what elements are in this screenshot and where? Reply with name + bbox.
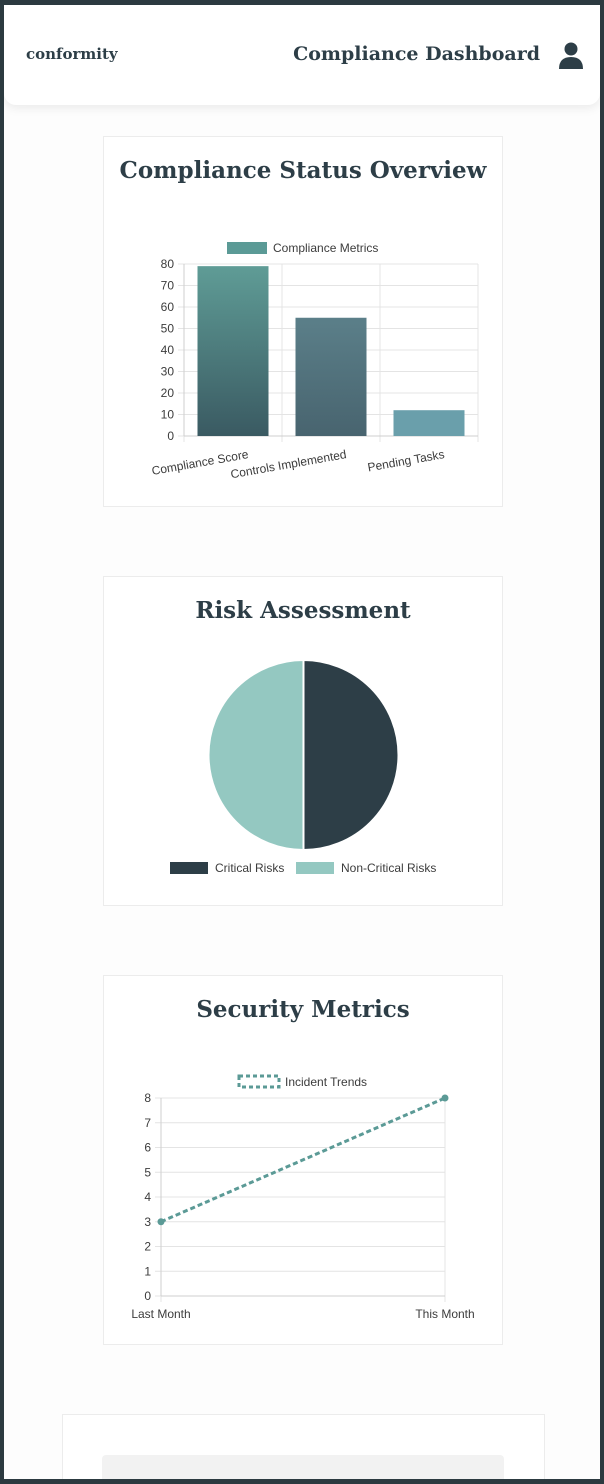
y-tick-label: 10 — [160, 407, 174, 422]
page-frame — [4, 5, 600, 1479]
legend-swatch — [227, 242, 267, 254]
data-point — [442, 1095, 449, 1102]
y-tick-label: 0 — [144, 1289, 151, 1303]
app-logo[interactable]: conformity — [26, 45, 118, 63]
compliance-bar-chart — [104, 137, 502, 506]
bottom-card-placeholder — [102, 1455, 504, 1479]
y-tick-label: 7 — [144, 1115, 151, 1130]
y-tick-label: 0 — [167, 429, 174, 443]
y-tick-label: 40 — [160, 343, 174, 357]
card-title: Security Metrics — [196, 996, 410, 1023]
security-line-chart — [104, 976, 502, 1344]
y-tick-label: 3 — [144, 1214, 151, 1229]
y-tick-label: 2 — [144, 1239, 151, 1254]
y-tick-label: 6 — [144, 1140, 151, 1155]
x-tick-label: Controls Implemented — [229, 447, 348, 482]
risk-pie-chart — [104, 577, 502, 905]
series-line — [161, 1098, 445, 1222]
y-tick-label: 50 — [160, 321, 174, 336]
x-tick-label: Last Month — [131, 1307, 191, 1321]
legend-swatch — [239, 1076, 279, 1087]
x-tick-label: Pending Tasks — [366, 447, 446, 475]
legend-label: Non-Critical Risks — [341, 861, 437, 875]
user-icon[interactable] — [559, 42, 583, 70]
x-tick-label: This Month — [415, 1307, 475, 1321]
pie-slice — [209, 660, 304, 850]
pie-slice — [304, 660, 399, 850]
bar — [198, 266, 269, 436]
y-tick-label: 60 — [160, 300, 174, 314]
y-tick-label: 80 — [160, 257, 174, 271]
security-metrics-card — [103, 975, 503, 1345]
y-tick-label: 70 — [160, 278, 174, 293]
y-tick-label: 1 — [144, 1264, 151, 1279]
x-tick-label: Compliance Score — [150, 447, 250, 478]
legend-label: Critical Risks — [215, 861, 285, 875]
legend-swatch — [170, 862, 208, 874]
top-header — [4, 5, 600, 105]
legend-label: Incident Trends — [285, 1075, 368, 1089]
data-point — [158, 1218, 165, 1225]
y-tick-label: 4 — [144, 1190, 151, 1204]
card-title: Risk Assessment — [195, 597, 411, 624]
y-tick-label: 30 — [160, 364, 174, 379]
bar — [394, 410, 465, 436]
y-tick-label: 8 — [144, 1091, 151, 1105]
bar — [296, 318, 367, 436]
risk-assessment-card — [103, 576, 503, 906]
page-title: Compliance Dashboard — [293, 43, 540, 65]
card-title: Compliance Status Overview — [119, 157, 487, 184]
legend-swatch — [296, 862, 334, 874]
legend-label: Compliance Metrics — [273, 241, 379, 255]
compliance-status-card — [103, 136, 503, 507]
y-tick-label: 20 — [160, 386, 174, 400]
y-tick-label: 5 — [144, 1165, 151, 1180]
bottom-card — [62, 1414, 545, 1479]
